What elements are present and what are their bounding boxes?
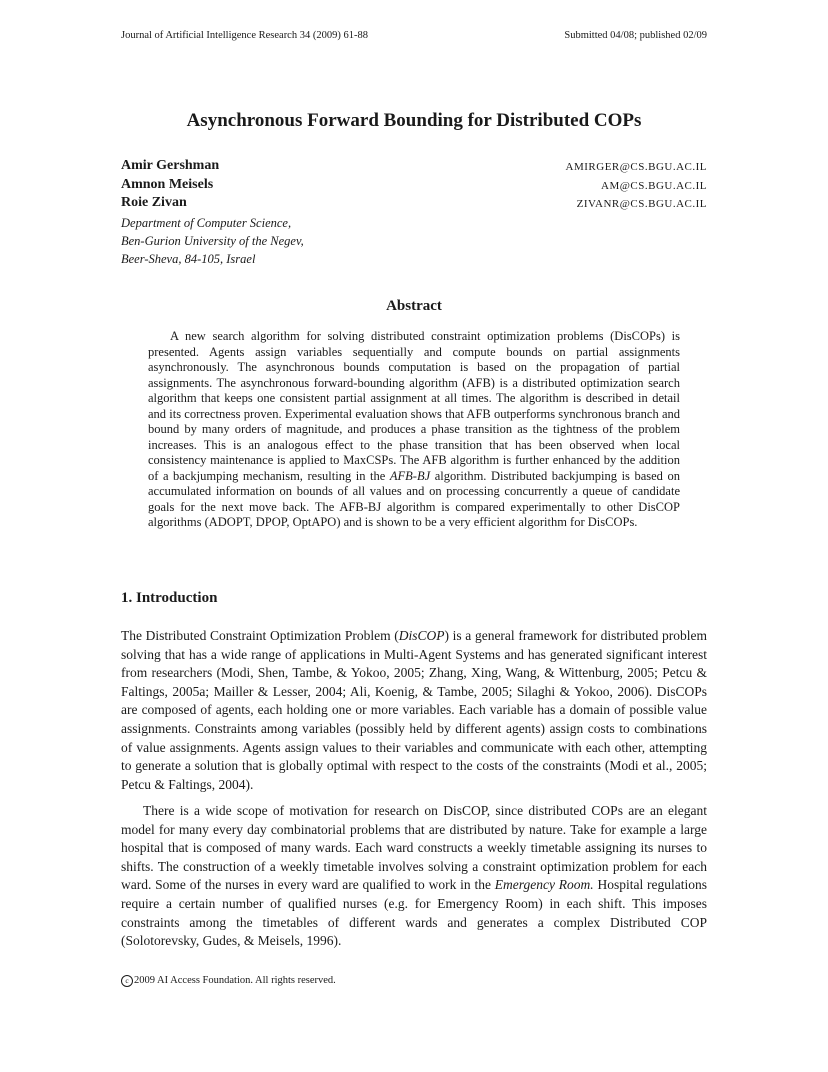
paragraph-text: The Distributed Constraint Optimization Problem (	[121, 628, 399, 643]
copyright-footer	[121, 975, 336, 987]
paragraph-text: ) is a general framework for distributed problem solving that has a wide range of applications in Multi-Agent Systems and has generated significant interest from researchers (Modi, Shen, Tambe, & Yokoo, 2005; Zhang, Xing, Wang, & Wittenburg, 2005; Petcu & Faltings, 2005a; Mailler & Lesser, 2004; Ali, Koenig, & Tambe, 2005; Silaghi & Yokoo, 2006). DisCOPs are composed of agents, each holding one or more variables. Each variable has a domain of possible value assignments. Constraints among variables (possibly held by different agents) assign costs to combinations of value assignments. Agents assign values to their variables and communicate with each other, attempting to generate a solution that is globally optimal with respect to the costs of the constraints (Modi et al., 2005; Petcu & Faltings, 2004).	[121, 628, 707, 792]
abstract-emphasis: AFB-BJ	[389, 468, 431, 483]
author-email: ZIVANR@CS.BGU.AC.IL	[576, 198, 707, 210]
author-name: Amnon Meisels	[121, 177, 214, 192]
journal-header: Journal of Artificial Intelligence Research 34 (2009) 61-88	[121, 30, 368, 41]
paragraph-text: There is a wide scope of motivation for research on DisCOP, since distributed COPs are an elegant model for many every day combinatorial problems that are distributed by nature. Take for example a large hospital that is composed of many wards. Each ward constructs a weekly timetable assigning its nurses to shifts. The construction of a weekly timetable involves solving a constraint optimization problem for each ward. Some of the nurses in every ward are qualified to work in the	[121, 803, 707, 893]
intro-paragraph	[121, 802, 707, 951]
paragraph-emphasis: DisCOP	[398, 628, 445, 643]
copyright-text: 2009 AI Access Foundation. All rights reserved.	[134, 975, 336, 986]
author-email: AMIRGER@CS.BGU.AC.IL	[565, 161, 707, 173]
paragraph-emphasis: Emergency Room.	[494, 877, 594, 893]
intro-paragraph	[121, 627, 707, 794]
paper-title: Asynchronous Forward Bounding for Distributed COPs	[186, 110, 642, 131]
submission-dates: Submitted 04/08; published 02/09	[564, 30, 707, 41]
affiliation-line: Ben-Gurion University of the Negev,	[121, 234, 304, 248]
section-heading: 1. Introduction	[121, 590, 218, 606]
affiliation	[121, 214, 304, 268]
affiliation-line: Department of Computer Science,	[121, 216, 292, 230]
abstract-text: algorithm. Distributed backjumping is based on accumulated information on bounds of all values and on processing concurrently a queue of candidate goals for the next move back. The AFB-BJ algorithm is compared experimentally to other DisCOP algorithms (ADOPT, DPOP, OptAPO) and is shown to be a very efficient algorithm for DisCOPs.	[148, 468, 680, 529]
author-email: AM@CS.BGU.AC.IL	[601, 180, 707, 192]
copyright-icon: c	[121, 975, 133, 987]
author-name: Amir Gershman	[121, 158, 220, 173]
abstract-text: A new search algorithm for solving distributed constraint optimization problems (DisCOPs) is presented. Agents assign variables sequentially and compute bounds on partial assignments asynchronously. The asynchronous bounds computation is based on the propagation of partial assignments. The asynchronous forward-bounding algorithm (AFB) is a distributed optimization search algorithm that keeps one consistent partial assignment at all times. The algorithm is described in detail and its correctness proven. Experimental evaluation shows that AFB outperforms synchronous branch and bound by many orders of magnitude, and produces a phase transition as the tightness of the problem increases. This is an analogous effect to the phase transition that has been observed when local consistency maintenance is applied to MaxCSPs. The AFB algorithm is further enhanced by the addition of a backjumping mechanism, resulting in the	[148, 329, 680, 483]
paragraph-text: Hospital regulations require a certain number of qualified nurses (e.g. for Emergency Room) in each shift. This imposes constraints among the timetables of different wards and generates a complex Distributed COP (Solotorevsky, Gudes, & Meisels, 1996).	[121, 877, 707, 949]
abstract-heading: Abstract	[386, 298, 442, 314]
affiliation-line: Beer-Sheva, 84-105, Israel	[121, 252, 256, 266]
author-name: Roie Zivan	[121, 195, 187, 210]
abstract-body	[148, 329, 680, 531]
